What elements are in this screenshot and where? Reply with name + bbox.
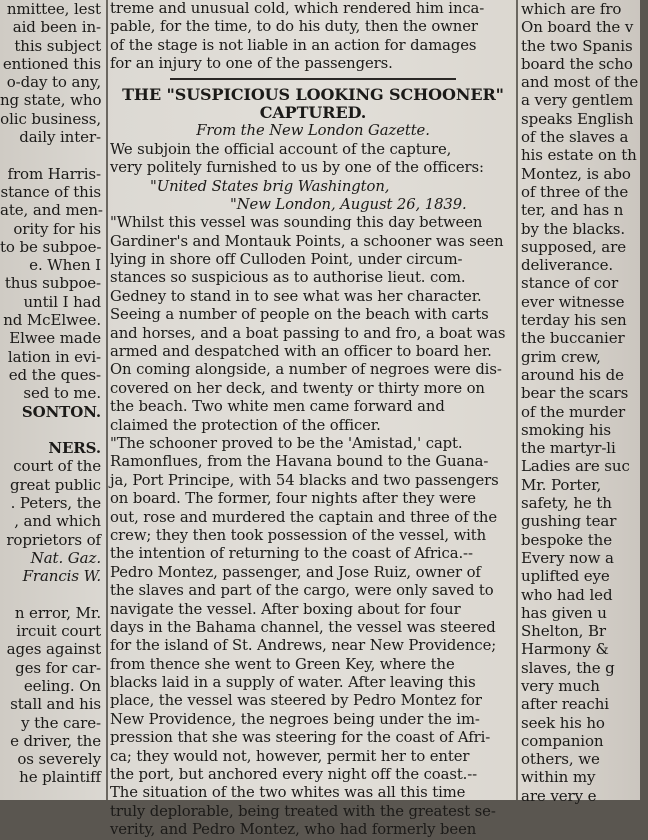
right-column-line: gushing tear — [521, 512, 617, 531]
left-column-line: ircuit court — [16, 622, 101, 641]
left-column-line: ed the ques- — [8, 365, 101, 384]
left-column-line: Elwee made — [9, 329, 101, 348]
preceding-article-line: for an injury to one of the passengers. — [110, 55, 393, 73]
preceding-article-line: treme and unusual cold, which rendered him inca- — [110, 0, 485, 17]
article-line: place, the vessel was steered by Pedro Montez for — [110, 692, 482, 710]
article-line: The situation of the two whites was all this time — [110, 784, 466, 802]
right-column-line: deliverance. — [521, 256, 614, 275]
right-column-line: which are fro — [521, 0, 622, 18]
left-column-line: n error, Mr. — [14, 603, 101, 622]
right-column-line: bespoke the — [521, 530, 613, 549]
article-line: claimed the protection of the officer. — [110, 416, 381, 434]
right-column-line: a very gentlem — [521, 91, 634, 110]
left-column-line: , and which — [14, 512, 101, 531]
left-column-line: stance of this — [0, 182, 101, 201]
article-body — [110, 214, 516, 839]
left-column-line: daily inter- — [19, 128, 101, 147]
right-column-line: are very e — [521, 786, 597, 805]
right-column-line: slaves, the g — [521, 658, 615, 677]
article-line: "The schooner proved to be the 'Amistad,' capt. — [110, 434, 463, 452]
article-line: from thence she went to Green Key, where the — [110, 655, 455, 673]
left-column-line: ng state, who — [0, 91, 102, 110]
left-column-line: NERS. — [48, 439, 101, 458]
right-column-line: others, we — [521, 750, 600, 769]
right-column-line: seek his ho — [521, 713, 605, 732]
article-line: truly deplorable, being treated with the greatest se- — [110, 802, 496, 820]
right-column-line: very much — [521, 676, 600, 695]
article-line: covered on her deck, and twenty or thirty more on — [110, 379, 485, 397]
right-column-line: On board the v — [521, 18, 634, 37]
left-column-line: great public — [9, 475, 101, 494]
intro-paragraph — [110, 141, 516, 178]
left-column-line: ages against — [6, 640, 101, 659]
article-divider — [170, 78, 456, 80]
preceding-article-line: pable, for the time, to do his duty, then the owner — [110, 18, 478, 36]
left-column-line: Nat. Gaz. — [30, 548, 101, 567]
article-line: pression that she was steering for the coast of Afri- — [110, 729, 491, 747]
right-column-line: Harmony & — [521, 640, 609, 659]
right-column-line: around his de — [521, 365, 624, 384]
left-column-line: Francis W. — [22, 567, 101, 586]
right-column-line: the two Spanis — [521, 36, 633, 55]
article-line: blacks laid in a supply of water. After leaving this — [110, 674, 476, 692]
right-column-line: ter, and has n — [521, 201, 624, 220]
left-column-line: SONTON. — [21, 402, 101, 421]
left-column-line: e driver, the — [10, 731, 101, 750]
right-column-line: has given u — [521, 603, 607, 622]
intro-line: We subjoin the official account of the capture, — [110, 140, 452, 158]
left-column-line — [0, 586, 105, 604]
left-column-line: entioned this — [2, 54, 101, 73]
left-column-line: court of the — [13, 457, 101, 476]
right-column-line: who had led — [521, 585, 613, 604]
right-column-line: safety, he th — [521, 494, 612, 513]
article-line: the intention of returning to the coast of Africa.-- — [110, 545, 473, 563]
left-column-line — [0, 146, 105, 164]
source-line: From the New London Gazette. — [196, 122, 430, 140]
left-column — [0, 0, 105, 800]
preceding-article-tail — [110, 0, 516, 74]
right-column-line: of three of the — [521, 182, 629, 201]
left-column-line: nd McElwee. — [3, 311, 101, 330]
article-line: On coming alongside, a number of negroes were dis- — [110, 361, 502, 379]
left-column-line: he plaintiff — [19, 768, 101, 787]
column-rule-left — [106, 0, 108, 800]
dateline-vessel: "United States brig Washington, — [150, 177, 390, 195]
right-column-line: Mr. Porter, — [521, 475, 602, 494]
intro-line: very politely furnished to us by one of the officers: — [110, 159, 484, 177]
right-column-line: bear the scars — [521, 384, 629, 403]
right-column-line: ever witnesse — [521, 292, 625, 311]
article-line: lying in shore off Culloden Point, under circum- — [110, 251, 463, 269]
left-column-line: stall and his — [10, 695, 101, 714]
right-column-line: of the murder — [521, 402, 626, 421]
article-line: Gardiner's and Montauk Points, a schooner was seen — [110, 232, 504, 250]
left-column-line: y the care- — [21, 713, 101, 732]
left-column-line: ority for his — [13, 219, 101, 238]
right-column-line: his estate on th — [521, 146, 637, 165]
article-line: ca; they would not, however, permit her to enter — [110, 747, 470, 765]
article-line: and horses, and a boat passing to and fro, a boat was — [110, 324, 506, 342]
left-column-line: eeling. On — [23, 676, 101, 695]
article-line: Ramonflues, from the Havana bound to the Guana- — [110, 453, 489, 471]
right-column-line: board the scho — [521, 54, 633, 73]
main-column — [110, 0, 516, 839]
article-line: ja, Port Principe, with 54 blacks and two passengers — [110, 471, 499, 489]
left-column-line: e. When I — [29, 256, 101, 275]
dateline-place: "New London, August 26, 1839. — [230, 195, 467, 213]
left-column-line: until I had — [23, 292, 101, 311]
right-column-line: Ladies are suc — [521, 457, 630, 476]
left-column-line: this subject — [14, 36, 101, 55]
article-line: New Providence, the negroes being under the im- — [110, 710, 480, 728]
right-column-line: grim crew, — [521, 347, 601, 366]
article-line: Seeing a number of people on the beach with carts — [110, 306, 489, 324]
right-column-line: of the slaves a — [521, 128, 629, 147]
right-column-line: after reachi — [521, 695, 609, 714]
article-line: armed and despatched with an officer to board her. — [110, 343, 492, 361]
right-column-line: Montez, is abo — [521, 164, 631, 183]
article-line: on board. The former, four nights after they were — [110, 490, 476, 508]
article-line: the slaves and part of the cargo, were only saved to — [110, 582, 494, 600]
left-column-line: ate, and men- — [0, 201, 103, 220]
article-line: "Whilst this vessel was sounding this day between — [110, 214, 483, 232]
left-column-line: o-day to any, — [6, 73, 101, 92]
right-column-line: companion — [521, 731, 604, 750]
right-column-line: stance of cor — [521, 274, 619, 293]
left-column-line: lation in evi- — [7, 347, 101, 366]
article-line: Pedro Montez, passenger, and Jose Ruiz, owner of — [110, 563, 481, 581]
left-column-line: thus subpoe- — [4, 274, 101, 293]
article-line: navigate the vessel. After boxing about for four — [110, 600, 461, 618]
left-column-line: sed to me. — [23, 384, 101, 403]
article-line: days in the Bahama channel, the vessel was steered — [110, 618, 496, 636]
article-line: Gedney to stand in to see what was her character. — [110, 287, 482, 305]
left-column-line: aid been in- — [12, 18, 101, 37]
left-column-line: os severely — [17, 750, 101, 769]
article-line: out, rose and murdered the captain and three of the — [110, 508, 497, 526]
article-line: stances so suspicious as to authorise lieut. com. — [110, 269, 466, 287]
right-column-line: by the blacks. — [521, 219, 626, 238]
headline: THE "SUSPICIOUS LOOKING SCHOONER" — [122, 84, 504, 104]
right-column-line: the buccanier — [521, 329, 625, 348]
left-column-line: from Harris- — [7, 164, 101, 183]
left-column-line: roprietors of — [6, 530, 101, 549]
left-column-line: olic business, — [0, 109, 101, 128]
left-column-line — [0, 421, 105, 439]
right-column-line: uplifted eye — [521, 567, 610, 586]
right-column-line: supposed, are — [521, 237, 626, 256]
left-column-line: to be subpoe- — [0, 237, 102, 256]
right-column-line: smoking his — [521, 420, 611, 439]
article-line: verity, and Pedro Montez, who had formerly been — [110, 821, 477, 839]
preceding-article-line: of the stage is not liable in an action for damages — [110, 36, 477, 54]
left-column-line: ges for car- — [15, 658, 101, 677]
left-column-line: nmittee, lest — [6, 0, 101, 18]
article-line: crew; they then took possession of the vessel, with — [110, 526, 487, 544]
right-column-line: Every now a — [521, 548, 614, 567]
right-column-line: Shelton, Br — [521, 622, 606, 641]
right-column-line: terday his sen — [521, 311, 627, 330]
right-column-line: within my — [521, 768, 596, 787]
left-column-line: . Peters, the — [10, 494, 101, 513]
headline-sub: CAPTURED. — [259, 102, 367, 122]
article-line: the port, but anchored every night off the coast.-- — [110, 766, 478, 784]
right-column-line: and most of the — [521, 73, 639, 92]
right-column-line: speaks English — [521, 109, 634, 128]
right-column — [518, 0, 648, 805]
article-line: for the island of St. Andrews, near New Providence; — [110, 637, 497, 655]
right-column-line: the martyr-li — [521, 439, 616, 458]
article-line: the beach. Two white men came forward and — [110, 398, 445, 416]
